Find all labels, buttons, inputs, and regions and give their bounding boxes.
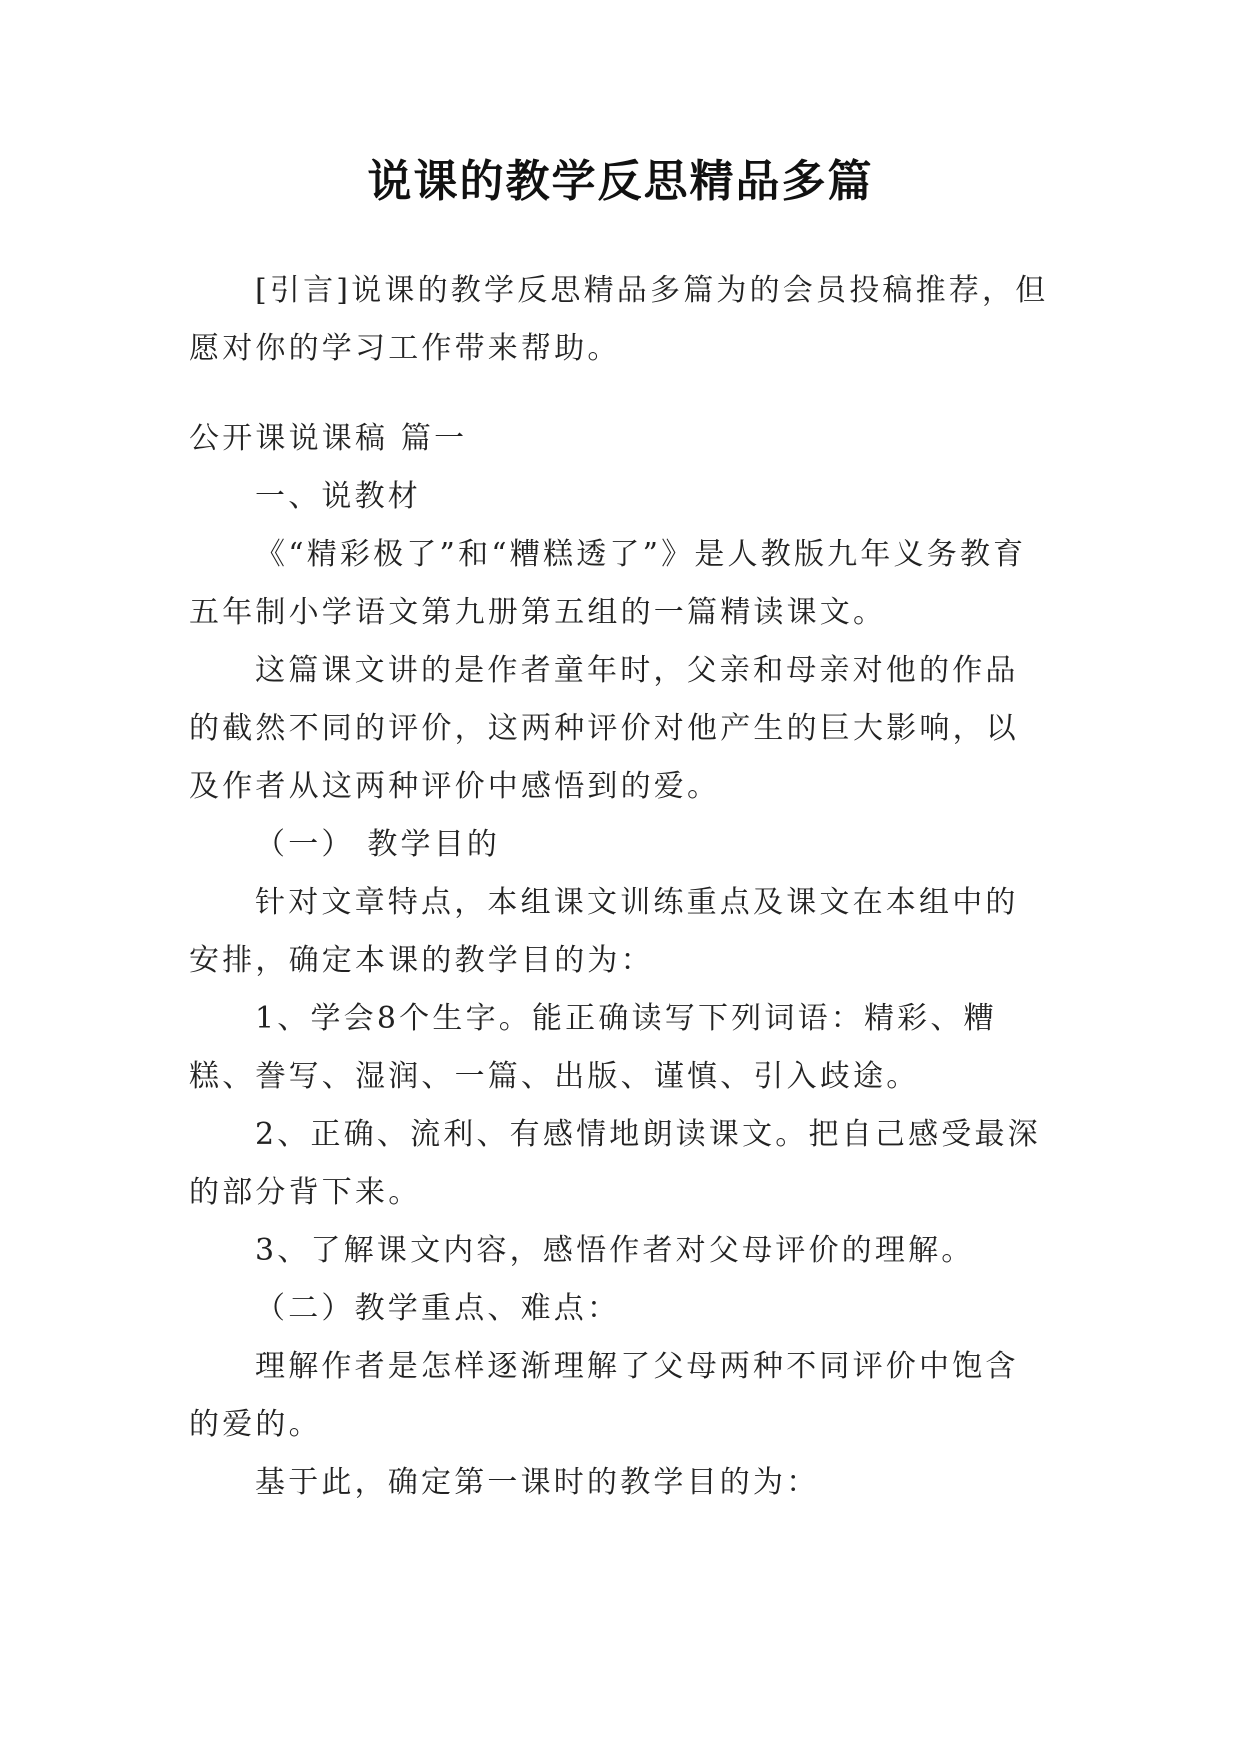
article-body <box>189 410 1049 1512</box>
list-item: 2、正确、流利、有感情地朗读课文。把自己感受最深的部分背下来。 <box>189 1117 1041 1210</box>
paragraph: 基于此，确定第一课时的教学目的为： <box>255 1465 820 1500</box>
paragraph: 这篇课文讲的是作者童年时，父亲和母亲对他的作品的截然不同的评价，这两种评价对他产生的巨大影响，以及作者从这两种评价中感悟到的爱。 <box>189 653 1019 804</box>
subheading-teaching-goals: （一） 教学目的 <box>255 827 501 862</box>
intro-paragraph: [引言]说课的教学反思精品多篇为的会员投稿推荐，但愿对你的学习工作带来帮助。 <box>189 273 1049 366</box>
list-item: 1、学会8个生字。能正确读写下列词语：精彩、糟糕、誊写、湿润、一篇、出版、谨慎、引入歧途。 <box>189 1001 997 1094</box>
paragraph: 理解作者是怎样逐渐理解了父母两种不同评价中饱含的爱的。 <box>189 1349 1019 1442</box>
paragraph: 《“精彩极了”和“糟糕透了”》是人教版九年义务教育五年制小学语文第九册第五组的一篇精读课文。 <box>189 537 1027 630</box>
paragraph: 针对文章特点，本组课文训练重点及课文在本组中的安排，确定本课的教学目的为： <box>189 885 1019 978</box>
heading-speak-material: 一、说教材 <box>255 479 421 514</box>
list-item: 3、了解课文内容，感悟作者对父母评价的理解。 <box>255 1233 975 1268</box>
document-title: 说课的教学反思精品多篇 <box>367 156 874 207</box>
subheading-key-points: （二）教学重点、难点： <box>255 1291 621 1326</box>
intro-block <box>189 262 1049 378</box>
section-heading: 公开课说课稿 篇一 <box>189 421 468 456</box>
